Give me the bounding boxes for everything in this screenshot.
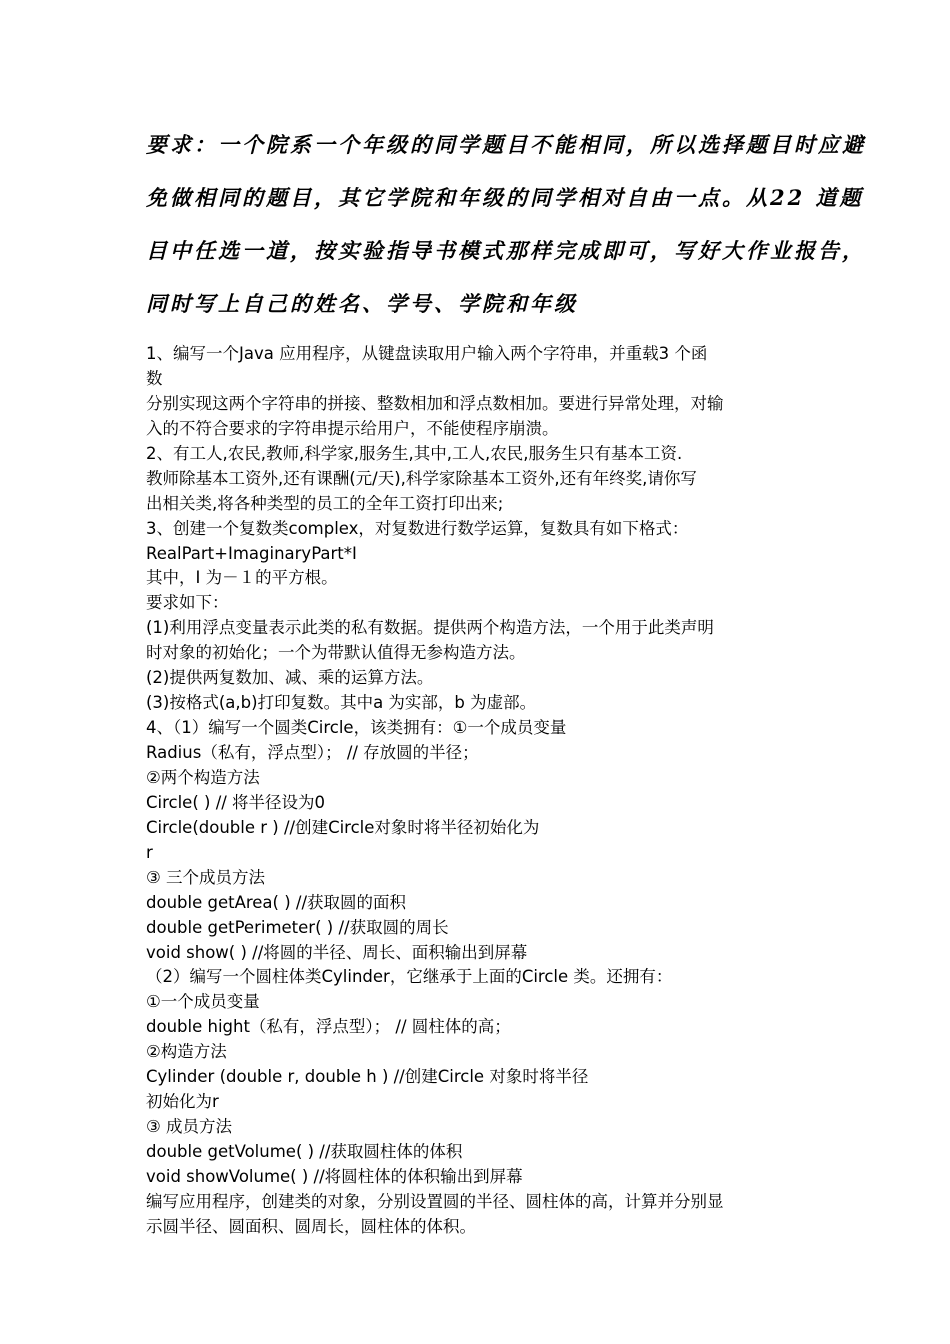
text-line: double getVolume( ) //获取圆柱体的体积 bbox=[146, 1142, 463, 1161]
text-line: double getArea( ) //获取圆的面积 bbox=[146, 892, 407, 912]
text-line: (3)按格式(a,b)打印复数。其中a 为实部，b 为虚部。 bbox=[146, 693, 537, 713]
text-line: （2）编写一个圆柱体类Cylinder，它继承于上面的Circle 类。还拥有： bbox=[146, 967, 673, 987]
text-line: 初始化为r bbox=[146, 1092, 219, 1112]
text-line: 要求如下： bbox=[146, 593, 229, 613]
assignment-list bbox=[146, 342, 811, 1240]
requirement-line: 要求：一个院系一个年级的同学题目不能相同，所以选择题目时应避 bbox=[146, 132, 866, 157]
document-page bbox=[146, 118, 866, 1240]
requirement-line: 免做相同的题目，其它学院和年级的同学相对自由一点。从22 道题 bbox=[146, 185, 864, 210]
text-line: (2)提供两复数加、减、乘的运算方法。 bbox=[146, 668, 434, 688]
text-line: Radius（私有，浮点型）； // 存放圆的半径； bbox=[146, 743, 479, 762]
text-line: 编写应用程序，创建类的对象，分别设置圆的半径、圆柱体的高，计算并分别显 bbox=[146, 1191, 724, 1211]
text-line: 出相关类,将各种类型的员工的全年工资打印出来; bbox=[146, 493, 504, 513]
text-line: 1、编写一个Java 应用程序，从键盘读取用户输入两个字符串，并重载3 个函 bbox=[146, 344, 708, 363]
text-line: ②两个构造方法 bbox=[146, 767, 260, 787]
text-line: 数 bbox=[146, 368, 163, 388]
text-line: Circle(double r ) //创建Circle对象时将半径初始化为 bbox=[146, 817, 540, 837]
text-line: RealPart+ImaginaryPart*I bbox=[146, 543, 357, 563]
text-line: Circle( ) // 将半径设为0 bbox=[146, 792, 326, 812]
text-line: void show( ) //将圆的半径、周长、面积输出到屏幕 bbox=[146, 942, 528, 962]
text-line: 2、有工人,农民,教师,科学家,服务生,其中,工人,农民,服务生只有基本工资. bbox=[146, 443, 683, 463]
text-line: ②构造方法 bbox=[146, 1042, 227, 1062]
text-line: void showVolume( ) //将圆柱体的体积输出到屏幕 bbox=[146, 1166, 523, 1186]
text-line: 其中，I 为－１的平方根。 bbox=[146, 568, 338, 588]
text-line: 示圆半径、圆面积、圆周长，圆柱体的体积。 bbox=[146, 1216, 476, 1236]
text-line: 4、（1）编写一个圆类Circle，该类拥有：①一个成员变量 bbox=[146, 718, 567, 738]
text-line: 入的不符合要求的字符串提示给用户，不能使程序崩溃。 bbox=[146, 418, 559, 438]
text-line: 3、创建一个复数类complex，对复数进行数学运算，复数具有如下格式： bbox=[146, 518, 689, 538]
text-line: Cylinder (double r, double h ) //创建Circle 对象时将半径 bbox=[146, 1067, 589, 1087]
text-line: ③ 成员方法 bbox=[146, 1117, 233, 1137]
text-line: ①一个成员变量 bbox=[146, 992, 260, 1012]
requirement-line: 同时写上自己的姓名、学号、学院和年级 bbox=[146, 291, 578, 316]
requirement-note bbox=[146, 118, 866, 330]
text-line: r bbox=[146, 842, 153, 862]
text-line: ③ 三个成员方法 bbox=[146, 867, 266, 887]
text-line: 教师除基本工资外,还有课酬(元/天),科学家除基本工资外,还有年终奖,请你写 bbox=[146, 468, 697, 488]
text-line: 时对象的初始化；一个为带默认值得无参构造方法。 bbox=[146, 643, 526, 663]
text-line: double getPerimeter( ) //获取圆的周长 bbox=[146, 917, 449, 937]
text-line: 分别实现这两个字符串的拼接、整数相加和浮点数相加。要进行异常处理，对输 bbox=[146, 393, 724, 413]
requirement-line: 目中任选一道，按实验指导书模式那样完成即可，写好大作业报告， bbox=[146, 238, 866, 263]
text-line: (1)利用浮点变量表示此类的私有数据。提供两个构造方法，一个用于此类声明 bbox=[146, 618, 714, 638]
text-line: double hight（私有，浮点型）； // 圆柱体的高； bbox=[146, 1017, 511, 1037]
